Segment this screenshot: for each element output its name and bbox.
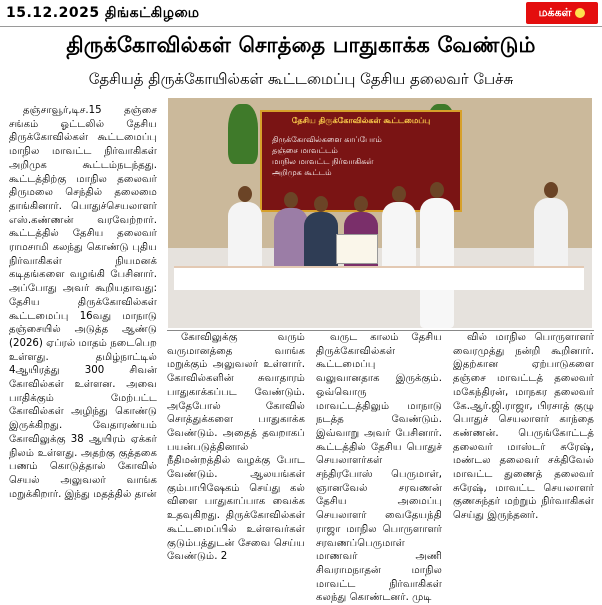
logo-mark-icon (575, 8, 585, 18)
article-column-2 (167, 331, 305, 566)
banner-title: தேசிய திருக்கோவில்கள் கூட்டமைப்பு (291, 116, 431, 125)
article-subheadline: தேசியத் திருக்கோயில்கள் கூட்டமைப்பு தேசிய தலைவர் பேச்சு (88, 70, 514, 88)
event-photo (168, 98, 592, 328)
banner-line-1: திருக்கோவில்களை காப்போம் (272, 135, 382, 144)
person-head (238, 186, 252, 202)
person-head (354, 196, 368, 212)
certificate (336, 234, 378, 264)
photo-table (174, 266, 584, 290)
person-head (314, 196, 328, 212)
newspaper-logo (526, 2, 598, 24)
person-head (284, 192, 298, 208)
banner-line-3: மாநில மாவட்ட நிர்வாகிகள் (272, 157, 374, 166)
article-headline: திருக்கோவில்கள் சொத்தை பாதுகாக்க வேண்டும் (66, 33, 536, 57)
flower-decoration-left (228, 104, 258, 164)
banner-line-2: தஞ்சை மாவட்டம் (272, 146, 338, 155)
newspaper-topbar (0, 0, 602, 27)
person-head (544, 182, 558, 198)
column-2-text: கோவிலுக்கு வரும் வருமானத்தை வாங்க மறுக்கும் அலுவலர் உள்ளார். கோவில்களின் சுவாதாரம் பாதுகாக்கப்பட வேண்டும். அதேபோல் கோவில் சொத்துக்களை பாதுகாக்க வேண்டும். அதைத் தவறாகப் பயன்படுத்தினால் நீதிமன்றத்தில் வழக்கு போட வேண்டும். ஆலயங்கள் கும்பாபிஷேகம் செய்து கல் விளை பாதுகாப்பாக வைக்க உதவுகிறது. திருக்கோவில்கள் கூட்டமைப்பில் உள்ளவர்கள் குடும்பத்துடன் சேவை செய்ய வேண்டும். 2 (167, 332, 305, 563)
banner-line-4: அறிமுக கூட்டம் (272, 168, 332, 177)
article-column-3 (316, 331, 442, 604)
column-3-text: வருட காலம் தேசிய திருக்கோவில்கள் கூட்டமைப்பு வலுவானதாக இருக்கும். ஒவ்வொரு மாவட்டத்திலும் மாநாடு நடத்த வேண்டும். இவ்வாறு அவர் பேசினார். கூட்டத்தில் தேசிய பொதுச் செயலாளர்கள் சந்திரபோஸ் பெருமாள், ஞானவேல் சரவணன் தேசிய அமைப்பு செயலாளர் வைதேயந்தி ராஜா மாநில பொருளாளர் சரவணப்பெருமாள் மாணவர் அணி சிவராமநாதன் மாநில மாவட்ட நிர்வாகிகள் கலந்து கொண்டனர். முடி (316, 332, 442, 604)
person-head (430, 182, 444, 198)
publication-date: 15.12.2025 திங்கட்கிழமை (6, 5, 200, 21)
column-4-text: வில் மாநில பொருளாளர் வைரமுத்து நன்றி கூறினார். இதற்கான ஏற்பாடுகளை தஞ்சை மாவட்டத் தலைவர் மகேந்திரன், மாநகர தலைவர் கே.ஆர்.ஜி.ராஜா, பிரசாத் குழு பொதுச் செயலாளர் காந்தை கண்ணன். பெருங்கோட்டத் தலைவர் மாஸ்டர் சுரேஷ், மண்டல தலைவர் சக்திவேல் மாவட்ட துணைத் தலைவர் சுரேஷ், மாவட்ட செயலாளர் குணசுந்தர் மற்றும் நிர்வாகிகள் செய்து இருந்தனர். (453, 332, 594, 522)
person-head (392, 186, 406, 202)
banner-text (272, 134, 402, 178)
person (420, 198, 454, 328)
column-1-text: தஞ்சாவூர்,டிச.15 தஞ்சை சங்கம் ஓட்டலில் தேசிய திருக்கோவில்கள் கூட்டமைப்பு மாநில மாவட்ட நிர்வாகிகள் அறிமுக கூட்டம்நடந்தது. கூட்டத்திற்கு மாநில தலைவர் திருமலை செந்தில் தலைமை தாங்கினார். பொதுச்செயலாளர் எஸ்.கண்ணன் வரவேற்றார். கூட்டத்தில் தேசிய தலைவர் ராமசாமி கலந்து கொண்டு புதிய நிர்வாகிகள் நியமனக் கடிதங்களை வழங்கி பேசினார். அப்போது அவர் கூறியதாவது: தேசிய திருக்கோவில்கள் கூட்டமைப்பு 16வது மாநாடு தஞ்சையில் அடுத்த ஆண்டு (2026) ஏப்ரல் மாதம் நடைபெற உள்ளது. தமிழ்நாட்டில் 4ஆயிரத்து 300 சிவன் கோவில்கள் உள்ளன. அவை பாதிக்கும் மேற்பட்ட கோவில்கள் அழிந்து கொண்டு இருக்கிறது. வேதாரண்யம் கோவிலுக்கு 38 ஆயிரம் ஏக்கர் நிலம் உள்ளது. அதற்கு குத்தகை பணம் கொடுத்தால் கோவில் செயல் அலுவலர் வாங்க மறுக்கிறார். இந்து மதத்தில் தான் (9, 105, 157, 500)
logo-text: மக்கள் (538, 5, 572, 19)
article-column-4 (453, 331, 594, 566)
article-column-1 (9, 104, 157, 566)
